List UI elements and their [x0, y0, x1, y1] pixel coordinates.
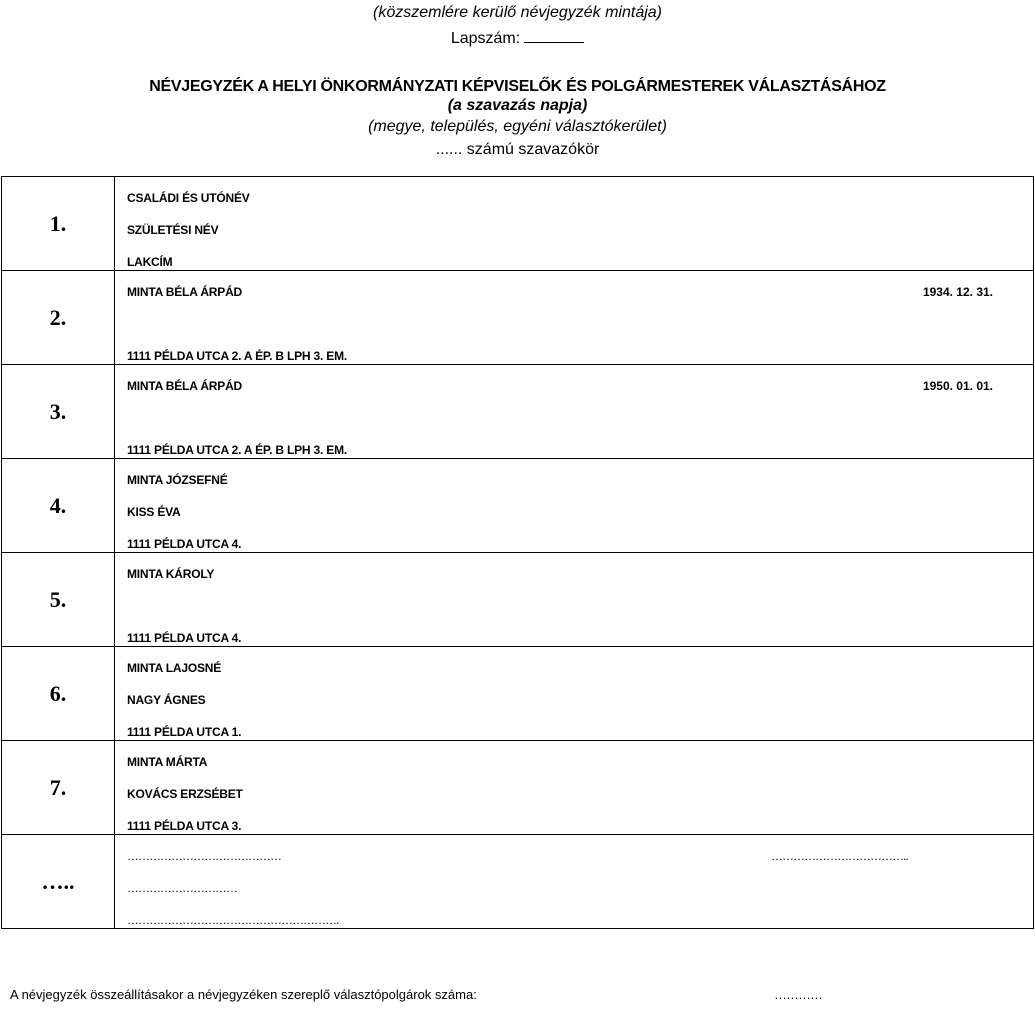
row-number: 7. — [2, 741, 115, 835]
row-content — [115, 271, 1034, 365]
row-number: 3. — [2, 365, 115, 459]
row-line3: LAKCÍM — [127, 255, 173, 269]
table-row — [2, 365, 1034, 459]
page-number-blank — [524, 28, 584, 43]
row-content — [115, 553, 1034, 647]
table-row — [2, 553, 1034, 647]
row-number: 1. — [2, 177, 115, 271]
row-number: ….. — [2, 835, 115, 929]
birth-date-dots: ……………………………….. — [771, 849, 908, 863]
table-row — [2, 741, 1034, 835]
row-number: 2. — [2, 271, 115, 365]
page-number-label: Lapszám: — [450, 30, 521, 47]
row-line3: 1111 PÉLDA UTCA 1. — [127, 725, 242, 739]
row-number: 5. — [2, 553, 115, 647]
page-title: NÉVJEGYZÉK A HELYI ÖNKORMÁNYZATI KÉPVISELŐK ÉS POLGÁRMESTEREK VÁLASZTÁSÁHOZ — [149, 78, 886, 95]
table-row — [2, 177, 1034, 271]
row-line3-dots: …………………………………………………. — [127, 913, 339, 927]
row-line2: KOVÁCS ERZSÉBET — [127, 787, 243, 801]
row-line1-dots: …………………………………… — [127, 849, 281, 863]
table-row — [2, 459, 1034, 553]
voter-roll-table — [1, 176, 1034, 929]
row-line3: 1111 PÉLDA UTCA 2. A ÉP. B LPH 3. EM. — [127, 443, 348, 457]
row-line2-dots: ………………………… — [127, 881, 237, 895]
precinct-line: ...... számú szavazókör — [435, 141, 600, 158]
row-line2: SZÜLETÉSI NÉV — [127, 223, 219, 237]
row-content — [115, 459, 1034, 553]
row-line1: MINTA MÁRTA — [127, 755, 208, 769]
row-line3: 1111 PÉLDA UTCA 4. — [127, 537, 242, 551]
row-content — [115, 835, 1034, 929]
sample-note: (közszemlére kerülő névjegyzék mintája) — [373, 4, 662, 21]
row-line3: 1111 PÉLDA UTCA 4. — [127, 631, 242, 645]
row-line1: MINTA JÓZSEFNÉ — [127, 473, 228, 487]
election-date-line: (a szavazás napja) — [447, 97, 588, 114]
birth-date: 1950. 01. 01. — [922, 379, 993, 393]
table-row — [2, 647, 1034, 741]
row-number: 4. — [2, 459, 115, 553]
row-content — [115, 741, 1034, 835]
row-content — [115, 647, 1034, 741]
row-line3: 1111 PÉLDA UTCA 3. — [127, 819, 242, 833]
row-line1: CSALÁDI ÉS UTÓNÉV — [127, 191, 250, 205]
birth-date: 1934. 12. 31. — [922, 285, 993, 299]
table-row — [2, 835, 1034, 929]
row-content — [115, 365, 1034, 459]
row-line3: 1111 PÉLDA UTCA 2. A ÉP. B LPH 3. EM. — [127, 349, 348, 363]
footer-count-label: A névjegyzék összeállításakor a névjegyzéken szereplő választópolgárok száma: — [10, 987, 477, 1002]
row-line1: MINTA LAJOSNÉ — [127, 661, 222, 675]
row-line2: KISS ÉVA — [127, 505, 181, 519]
row-line1: MINTA BÉLA ÁRPÁD — [127, 285, 243, 299]
row-line2: NAGY ÁGNES — [127, 693, 206, 707]
table-row — [2, 271, 1034, 365]
row-line1: MINTA BÉLA ÁRPÁD — [127, 379, 243, 393]
footer-count-placeholder: ………… — [774, 987, 822, 1002]
page-number-line — [0, 28, 1035, 48]
row-content — [115, 177, 1034, 271]
row-line1: MINTA KÁROLY — [127, 567, 215, 581]
row-number: 6. — [2, 647, 115, 741]
location-line: (megye, település, egyéni választókerület) — [368, 118, 667, 135]
